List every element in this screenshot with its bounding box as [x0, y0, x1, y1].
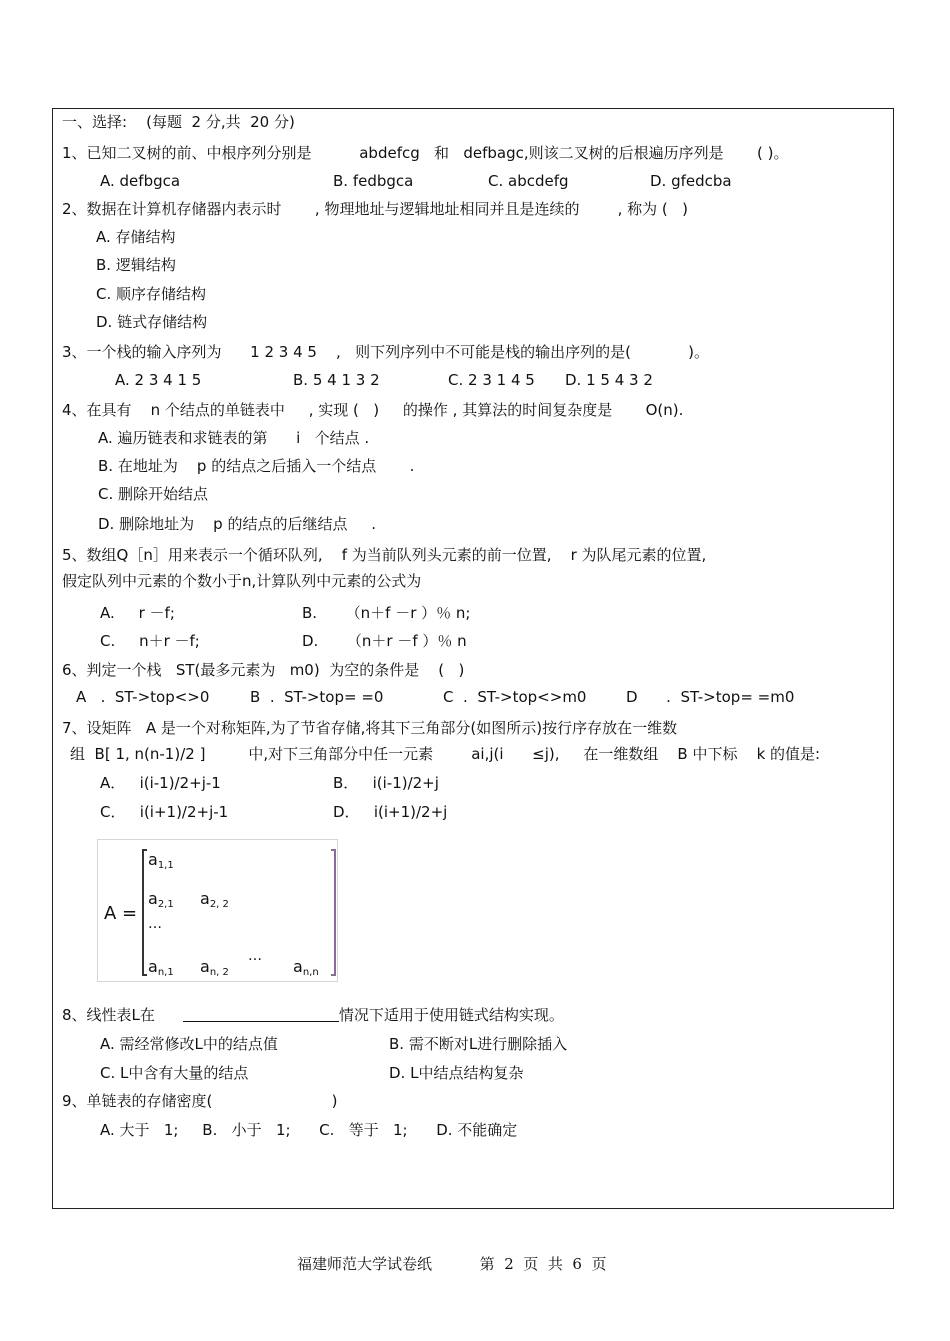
q2-option-d: D. 链式存储结构 — [96, 313, 208, 331]
q5-option-c: C. n＋r －f; — [100, 632, 200, 650]
q1-option-c: C. abcdefg — [488, 172, 569, 190]
question-5-stem: 5、数组Q［n］用来表示一个循环队列, f 为当前队列头元素的前一位置, r 为队尾元素的位置, — [62, 546, 707, 564]
question-6-stem: 6、判定一个栈 ST(最多元素为 m0) 为空的条件是 ( ) — [62, 661, 465, 679]
question-1-stem: 1、已知二叉树的前、中根序列分别是 abdefcg 和 defbagc,则该二叉树的后根遍历序列是 ( )。 — [62, 144, 789, 162]
q2-option-a: A. 存储结构 — [96, 228, 176, 246]
matrix-element-an1: $a_{n,1}$ — [148, 957, 174, 978]
q6-option-a: A . ST->top<>0 — [76, 688, 210, 706]
q2-option-b: B. 逻辑结构 — [96, 256, 176, 274]
question-2-stem: 2、数据在计算机存储器内表示时 , 物理地址与逻辑地址相同并且是连续的 , 称为 ( ) — [62, 200, 688, 218]
q8-option-a: A. 需经常修改L中的结点值 — [100, 1035, 278, 1053]
matrix-horizontal-dots: … — [248, 948, 262, 964]
matrix-element-a21: $a_{2,1}$ — [148, 889, 174, 910]
page-footer: 福建师范大学试卷纸 第 2 页 共 6 页 — [297, 1255, 607, 1273]
q4-option-a: A. 遍历链表和求链表的第 i 个结点 . — [98, 429, 370, 447]
q3-option-a: A. 2 3 4 1 5 — [115, 371, 202, 389]
question-4-stem: 4、在具有 n 个结点的单链表中 , 实现 ( ) 的操作 , 其算法的时间复杂度是 O(n). — [62, 401, 684, 419]
question-7-stem: 7、设矩阵 A 是一个对称矩阵,为了节省存储,将其下三角部分(如图所示)按行序存放在一维数 — [62, 719, 678, 737]
section-title: 一、选择: (每题 2 分,共 20 分) — [62, 113, 295, 131]
q4-option-c: C. 删除开始结点 — [98, 485, 209, 503]
question-7-stem-line2: 组 B[ 1, n(n-1)/2 ] 中,对下三角部分中任一元素 ai,j(i ≤j), 在一维数组 B 中下标 k 的值是: — [70, 745, 821, 763]
symmetric-matrix-figure — [97, 839, 338, 982]
matrix-element-an2: $a_{n, 2}$ — [200, 957, 229, 978]
q8-option-d: D. L中结点结构复杂 — [389, 1064, 524, 1082]
matrix-left-bracket — [142, 849, 147, 976]
q6-option-d: D . ST->top= =m0 — [626, 688, 795, 706]
q8-option-b: B. 需不断对L进行删除插入 — [389, 1035, 568, 1053]
q6-option-c: C . ST->top<>m0 — [443, 688, 587, 706]
q7-option-b: B． i(i-1)/2+j — [333, 774, 439, 792]
q6-option-b: B . ST->top= =0 — [250, 688, 384, 706]
question-9-stem: 9、单链表的存储密度( ) — [62, 1092, 338, 1110]
q9-options: A. 大于 1; B. 小于 1; C. 等于 1; D. 不能确定 — [100, 1121, 518, 1139]
answer-blank — [183, 1007, 339, 1022]
matrix-element-a22: $a_{2, 2}$ — [200, 889, 229, 910]
matrix-element-a11: $a_{1,1}$ — [148, 850, 174, 871]
q5-option-a: A. r －f; — [100, 604, 175, 622]
q8-option-c: C. L中含有大量的结点 — [100, 1064, 249, 1082]
matrix-element-ann: $a_{n,n}$ — [293, 957, 319, 978]
question-3-stem: 3、一个栈的输入序列为 1 2 3 4 5 , 则下列序列中不可能是栈的输出序列的是( )。 — [62, 343, 710, 361]
q4-option-b: B. 在地址为 p 的结点之后插入一个结点 . — [98, 457, 415, 475]
q2-option-c: C. 顺序存储结构 — [96, 285, 207, 303]
q3-option-c: C. 2 3 1 4 5 — [448, 371, 535, 389]
question-8-stem: 8、线性表L在 情况下适用于使用链式结构实现。 — [62, 1006, 564, 1024]
q5-option-d: D. （n＋r －f ）％ n — [302, 632, 467, 650]
question-5-stem-line2: 假定队列中元素的个数小于n,计算队列中元素的公式为 — [62, 572, 422, 590]
matrix-right-bracket — [331, 849, 336, 976]
q7-option-c: C． i(i+1)/2+j-1 — [100, 803, 229, 821]
matrix-label: A = — [104, 903, 138, 924]
q1-option-a: A. defbgca — [100, 172, 181, 190]
q4-option-d: D. 删除地址为 p 的结点的后继结点 . — [98, 515, 377, 533]
q7-option-d: D． i(i+1)/2+j — [333, 803, 448, 821]
q3-option-d: D. 1 5 4 3 2 — [565, 371, 653, 389]
q5-option-b: B. （n＋f －r ）％ n; — [302, 604, 471, 622]
q1-option-b: B. fedbgca — [333, 172, 414, 190]
matrix-vertical-dots: … — [148, 916, 162, 932]
q3-option-b: B. 5 4 1 3 2 — [293, 371, 380, 389]
q1-option-d: D. gfedcba — [650, 172, 732, 190]
q7-option-a: A． i(i-1)/2+j-1 — [100, 774, 221, 792]
